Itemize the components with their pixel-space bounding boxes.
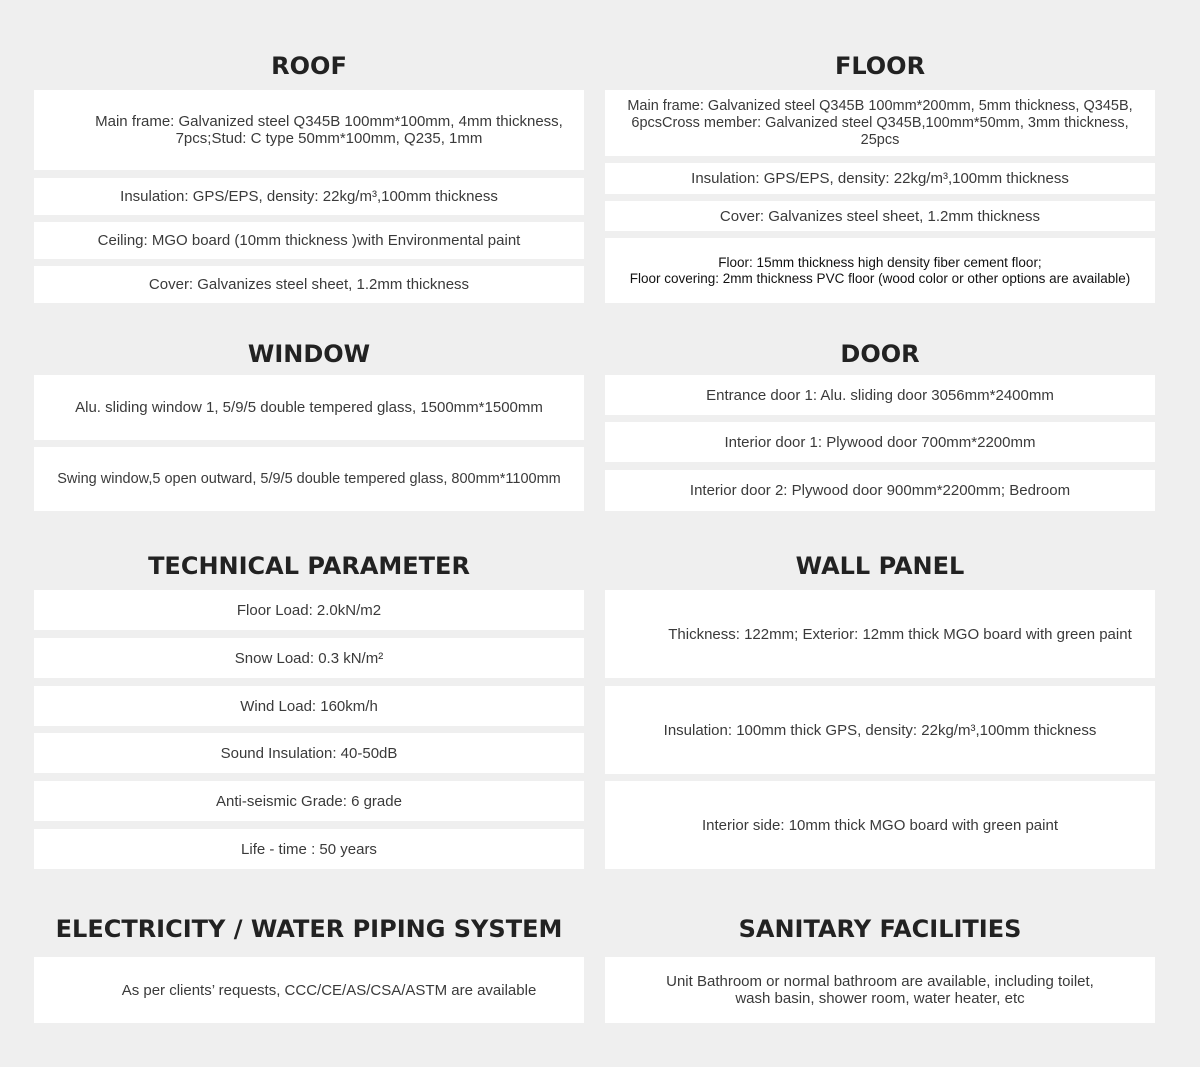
sanitary-info	[605, 957, 1155, 1023]
wall-thickness-text: Thickness: 122mm; Exterior: 12mm thick MGO board with green paint	[668, 625, 1132, 643]
tech-sound-insulation	[34, 733, 584, 773]
tech-snow-load-text: Snow Load: 0.3 kN/m²	[234, 649, 384, 667]
wall-insulation-text: Insulation: 100mm thick GPS, density: 22kg/m³,100mm thickness	[663, 721, 1097, 739]
tech-anti-seismic-text: Anti-seismic Grade: 6 grade	[216, 792, 402, 810]
wall-thickness	[605, 590, 1155, 678]
window-sliding-text: Alu. sliding window 1, 5/9/5 double tempered glass, 1500mm*1500mm	[75, 399, 543, 416]
door-title: DOOR	[840, 340, 920, 368]
floor-cover	[605, 201, 1155, 231]
roof-ceiling-text: Ceiling: MGO board (10mm thickness )with Environmental paint	[97, 232, 521, 249]
window-title: WINDOW	[247, 340, 371, 368]
roof-title: ROOF	[271, 52, 347, 80]
roof-cover	[34, 266, 584, 303]
tech-wind-load-text: Wind Load: 160km/h	[240, 697, 378, 715]
floor-title: FLOOR	[834, 52, 926, 80]
roof-cover-text: Cover: Galvanizes steel sheet, 1.2mm thickness	[148, 276, 470, 293]
door-interior-2-text: Interior door 2: Plywood door 900mm*2200mm; Bedroom	[689, 482, 1071, 499]
tech-lifetime	[34, 829, 584, 869]
window-sliding	[34, 375, 584, 440]
roof-insulation	[34, 178, 584, 215]
tech-wind-load	[34, 686, 584, 726]
technical-title: TECHNICAL PARAMETER	[148, 552, 470, 580]
electricity-info-text: As per clients’ requests, CCC/CE/AS/CSA/ASTM are available	[121, 981, 537, 999]
door-interior-1-text: Interior door 1: Plywood door 700mm*2200mm	[724, 433, 1036, 451]
roof-insulation-text: Insulation: GPS/EPS, density: 22kg/m³,100mm thickness	[120, 188, 498, 205]
roof-main-frame	[34, 90, 584, 170]
tech-sound-insulation-text: Sound Insulation: 40-50dB	[220, 744, 398, 762]
door-entrance-text: Entrance door 1: Alu. sliding door 3056mm*2400mm	[706, 386, 1054, 404]
door-interior-2	[605, 470, 1155, 511]
tech-floor-load	[34, 590, 584, 630]
wall-interior-text: Interior side: 10mm thick MGO board with green paint	[702, 816, 1058, 834]
roof-main-frame-text: Main frame: Galvanized steel Q345B 100mm*100mm, 4mm thickness, 7pcs;Stud: C type 50mm*100mm, Q235, 1mm	[95, 113, 563, 147]
floor-floor	[605, 238, 1155, 303]
roof-ceiling	[34, 222, 584, 259]
wall-title: WALL PANEL	[795, 552, 965, 580]
tech-snow-load	[34, 638, 584, 678]
electricity-title: ELECTRICITY / WATER PIPING SYSTEM	[55, 915, 563, 943]
electricity-info	[34, 957, 584, 1023]
door-interior-1	[605, 422, 1155, 462]
floor-main-frame-text: Main frame: Galvanized steel Q345B 100mm*200mm, 5mm thickness, Q345B, 6pcsCross member: Galvanized steel Q345B,100mm*50mm, 3mm thickness, 25pcs	[627, 97, 1133, 148]
tech-anti-seismic	[34, 781, 584, 821]
sanitary-title: SANITARY FACILITIES	[738, 915, 1022, 943]
floor-insulation	[605, 163, 1155, 194]
wall-insulation	[605, 686, 1155, 774]
floor-insulation-text: Insulation: GPS/EPS, density: 22kg/m³,100mm thickness	[691, 170, 1069, 187]
floor-main-frame	[605, 90, 1155, 156]
door-entrance	[605, 375, 1155, 415]
tech-floor-load-text: Floor Load: 2.0kN/m2	[236, 601, 382, 619]
floor-cover-text: Cover: Galvanizes steel sheet, 1.2mm thickness	[719, 207, 1041, 225]
sanitary-info-text: Unit Bathroom or normal bathroom are available, including toilet, wash basin, shower room, water heater, etc	[666, 973, 1094, 1007]
window-swing-text: Swing window,5 open outward, 5/9/5 double tempered glass, 800mm*1100mm	[57, 470, 561, 487]
floor-floor-text: Floor: 15mm thickness high density fiber cement floor; Floor covering: 2mm thickness PVC floor (wood color or other options are available)	[629, 254, 1131, 286]
window-swing	[34, 447, 584, 511]
tech-lifetime-text: Life - time : 50 years	[241, 840, 377, 858]
wall-interior	[605, 781, 1155, 869]
